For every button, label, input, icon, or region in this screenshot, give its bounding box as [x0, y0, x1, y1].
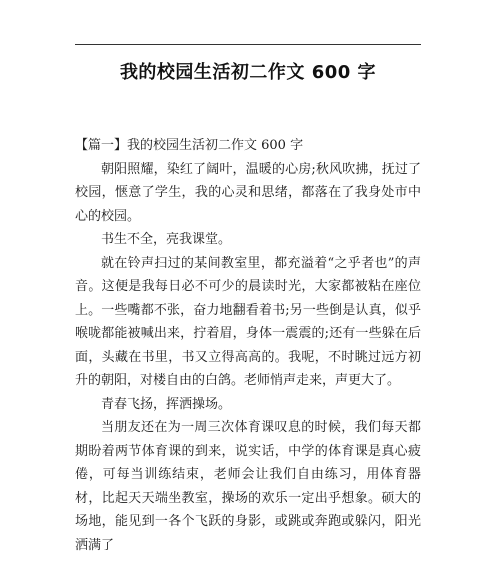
body-paragraph: 就在铃声扫过的某间教室里，都充溢着“之乎者也”的声音。这便是我每日必不可少的晨读时光，大家都被粘在座位上。一些嘴都不张，奋力地翻看着书;另一些倒是认真，似乎喉咙都能被喊出来，拧着眉，身体一震震的;还有一些躲在后面，头藏在书里，书又立得高高的。我呢，不时眺过远方初升的朝阳，对楼自由的白鸽。老师悄声走来，声更大了。: [75, 255, 421, 388]
section-heading: 【篇一】我的校园生活初二作文 600 字: [75, 138, 304, 153]
body-paragraph: 书生不全，亮我课堂。: [101, 232, 232, 247]
document-title: 我的校园生活初二作文 600 字: [119, 62, 377, 83]
body-paragraph: 当朋友还在为一周三次体育课叹息的时候，我们每天都期盼着两节体育课的到来，说实话，中学的体育课是真心疲倦，可每当训练结束，老师会让我们自由练习，用体育器材，比起天天端坐教室，操场的欢乐一定出乎想象。硕大的场地，能见到一各个飞跃的身影，或跳或奔跑或躲闪，阳光洒满了: [75, 420, 421, 553]
body-paragraph: 青春飞扬，挥洒操场。: [101, 396, 232, 412]
document-body: [75, 134, 421, 557]
body-paragraph: 朝阳照耀，染红了阔叶，温暖的心房;秋风吹拂，抚过了校园，惬意了学生，我的心灵和思绪，都落在了我身处市中心的校园。: [75, 161, 421, 224]
header-rule: [75, 44, 421, 45]
